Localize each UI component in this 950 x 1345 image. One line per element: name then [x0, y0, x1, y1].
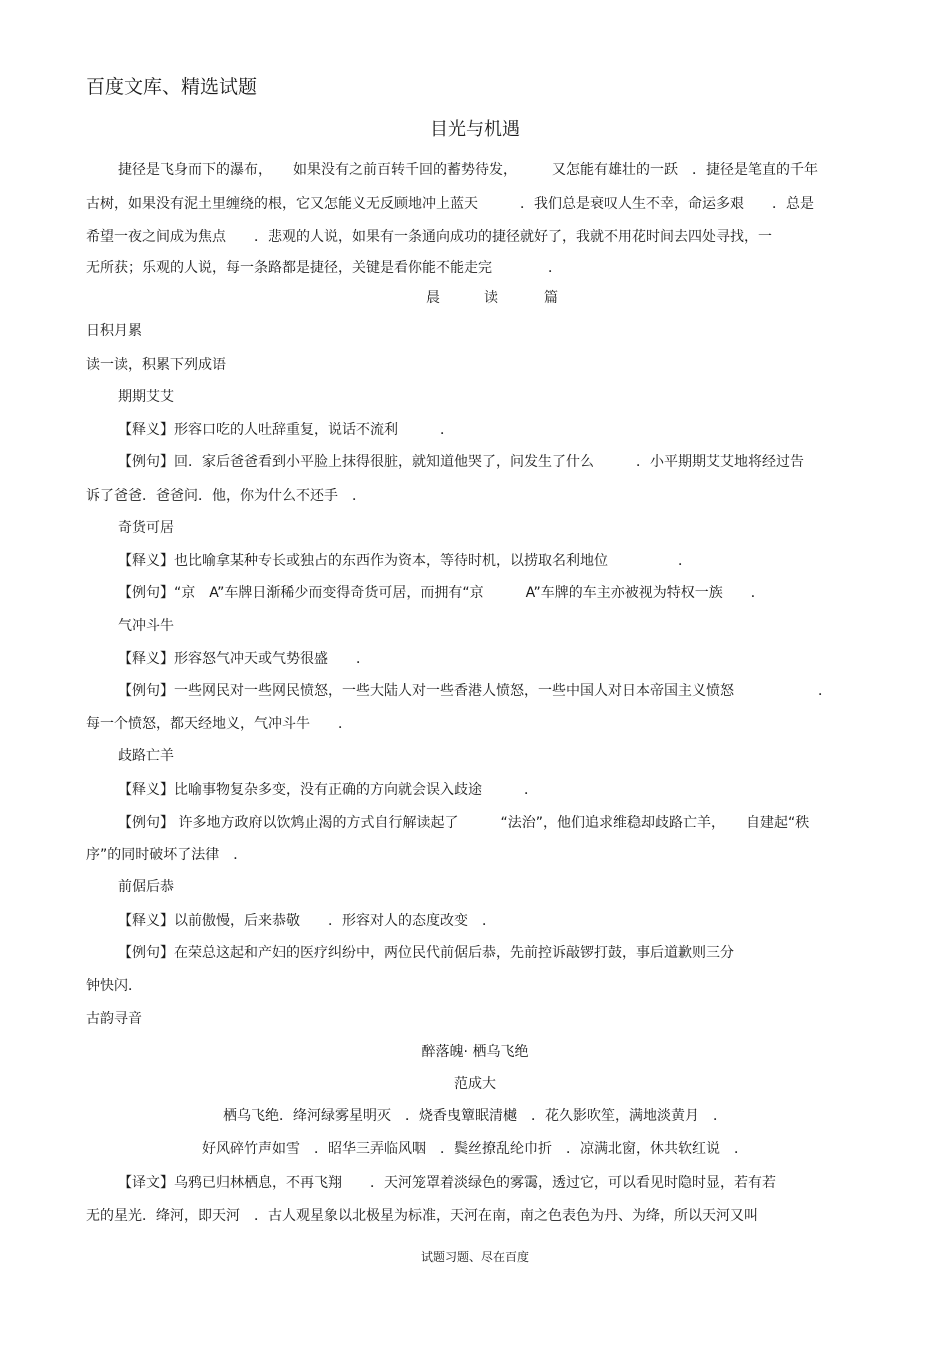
- poem-title: 醉落魄· 栖乌飞绝: [421, 1044, 529, 1060]
- intro-line-3: 希望一夜之间成为焦点 ．悲观的人说，如果有一条通向成功的捷径就好了，我就不用花时间去四处寻找，一: [86, 229, 772, 245]
- section-heading-char: 读: [484, 290, 498, 306]
- idiom-meaning: 【释义】也比喻拿某种专长或独占的东西作为资本，等待时机，以捞取名利地位 ．: [118, 553, 692, 569]
- idiom-meaning: 【释义】形容怒气冲天或气势很盛 ．: [118, 651, 370, 667]
- intro-line-4: 无所获；乐观的人说，每一条路都是捷径，关键是看你能不能走完 ．: [86, 260, 562, 276]
- idiom-example: 【例句】在荣总这起和产妇的医疗纠纷中，两位民代前倨后恭，先前控诉敲锣打鼓，事后道歉则三分: [118, 945, 734, 961]
- idiom-example: 序”的同时破坏了法律 ．: [86, 847, 248, 863]
- poem-author: 范成大: [454, 1076, 496, 1092]
- poem-line: 好风碎竹声如雪 ．昭华三弄临风咽 ．鬓丝撩乱纶巾折 ．凉满北窗，休共软红说 ．: [202, 1141, 748, 1157]
- idiom-example: 【例句】“京 A”车牌日渐稀少而变得奇货可居，而拥有“京 A”车牌的车主亦被视为特权一族 ．: [118, 585, 765, 601]
- poem-translation: 无的星光．绛河，即天河 ．古人观星象以北极星为标准，天河在南，南之色表色为丹、为绛，所以天河又叫: [86, 1208, 758, 1224]
- page-header: 百度文库、精选试题: [86, 76, 258, 98]
- page-footer: 试题习题、尽在百度: [420, 1250, 529, 1264]
- idiom-name: 期期艾艾: [118, 389, 174, 405]
- idiom-name: 歧路亡羊: [118, 748, 174, 764]
- idiom-example: 诉了爸爸．爸爸问．他，你为什么不还手 ．: [86, 488, 366, 504]
- idiom-name: 奇货可居: [118, 520, 174, 536]
- poem-section-label: 古韵寻音: [86, 1011, 142, 1027]
- idiom-example: 钟快闪．: [86, 978, 142, 994]
- intro-line-1: 捷径是飞身而下的瀑布， 如果没有之前百转千回的蓄势待发， 又怎能有雄壮的一跃 ．捷径是笔直的千年: [118, 162, 818, 178]
- section-heading-char: 晨: [426, 290, 440, 306]
- intro-line-2: 古树，如果没有泥土里缠绕的根，它又怎能义无反顾地冲上蓝天 ．我们总是衰叹人生不幸，命运多艰 ．总是: [86, 196, 814, 212]
- idiom-example: 【例句】一些网民对一些网民愤怒，一些大陆人对一些香港人愤怒，一些中国人对日本帝国主义愤怒 ．: [118, 683, 832, 699]
- read-label: 读一读，积累下列成语: [86, 357, 226, 373]
- idiom-example: 【例句】回．家后爸爸看到小平脸上抹得很脏，就知道他哭了，问发生了什么 ．小平期期艾艾地将经过告: [118, 454, 804, 470]
- idiom-name: 气冲斗牛: [118, 618, 174, 634]
- idiom-meaning: 【释义】以前傲慢，后来恭敬 ．形容对人的态度改变 ．: [118, 913, 496, 929]
- daily-label: 日积月累: [86, 323, 142, 339]
- poem-translation: 【译文】乌鸦已归林栖息，不再飞翔 ．天河笼罩着淡绿色的雾霭，透过它，可以看见时隐时显，若有若: [118, 1175, 776, 1191]
- idiom-name: 前倨后恭: [118, 879, 174, 895]
- idiom-meaning: 【释义】比喻事物复杂多变，没有正确的方向就会误入歧途 ．: [118, 782, 538, 798]
- section-heading-char: 篇: [544, 290, 558, 306]
- article-title: 目光与机遇: [430, 119, 520, 140]
- idiom-example: 每一个愤怒，都天经地义，气冲斗牛 ．: [86, 716, 352, 732]
- idiom-meaning: 【释义】形容口吃的人吐辞重复，说话不流利 ．: [118, 422, 454, 438]
- idiom-example: 【例句】 许多地方政府以饮鸩止渴的方式自行解读起了 “法治”，他们追求维稳却歧路亡羊， 自建起“秩: [118, 815, 810, 831]
- poem-line: 栖乌飞绝．绛河绿雾星明灭 ．烧香曳簟眠清樾 ．花久影吹笙，满地淡黄月 ．: [223, 1108, 727, 1124]
